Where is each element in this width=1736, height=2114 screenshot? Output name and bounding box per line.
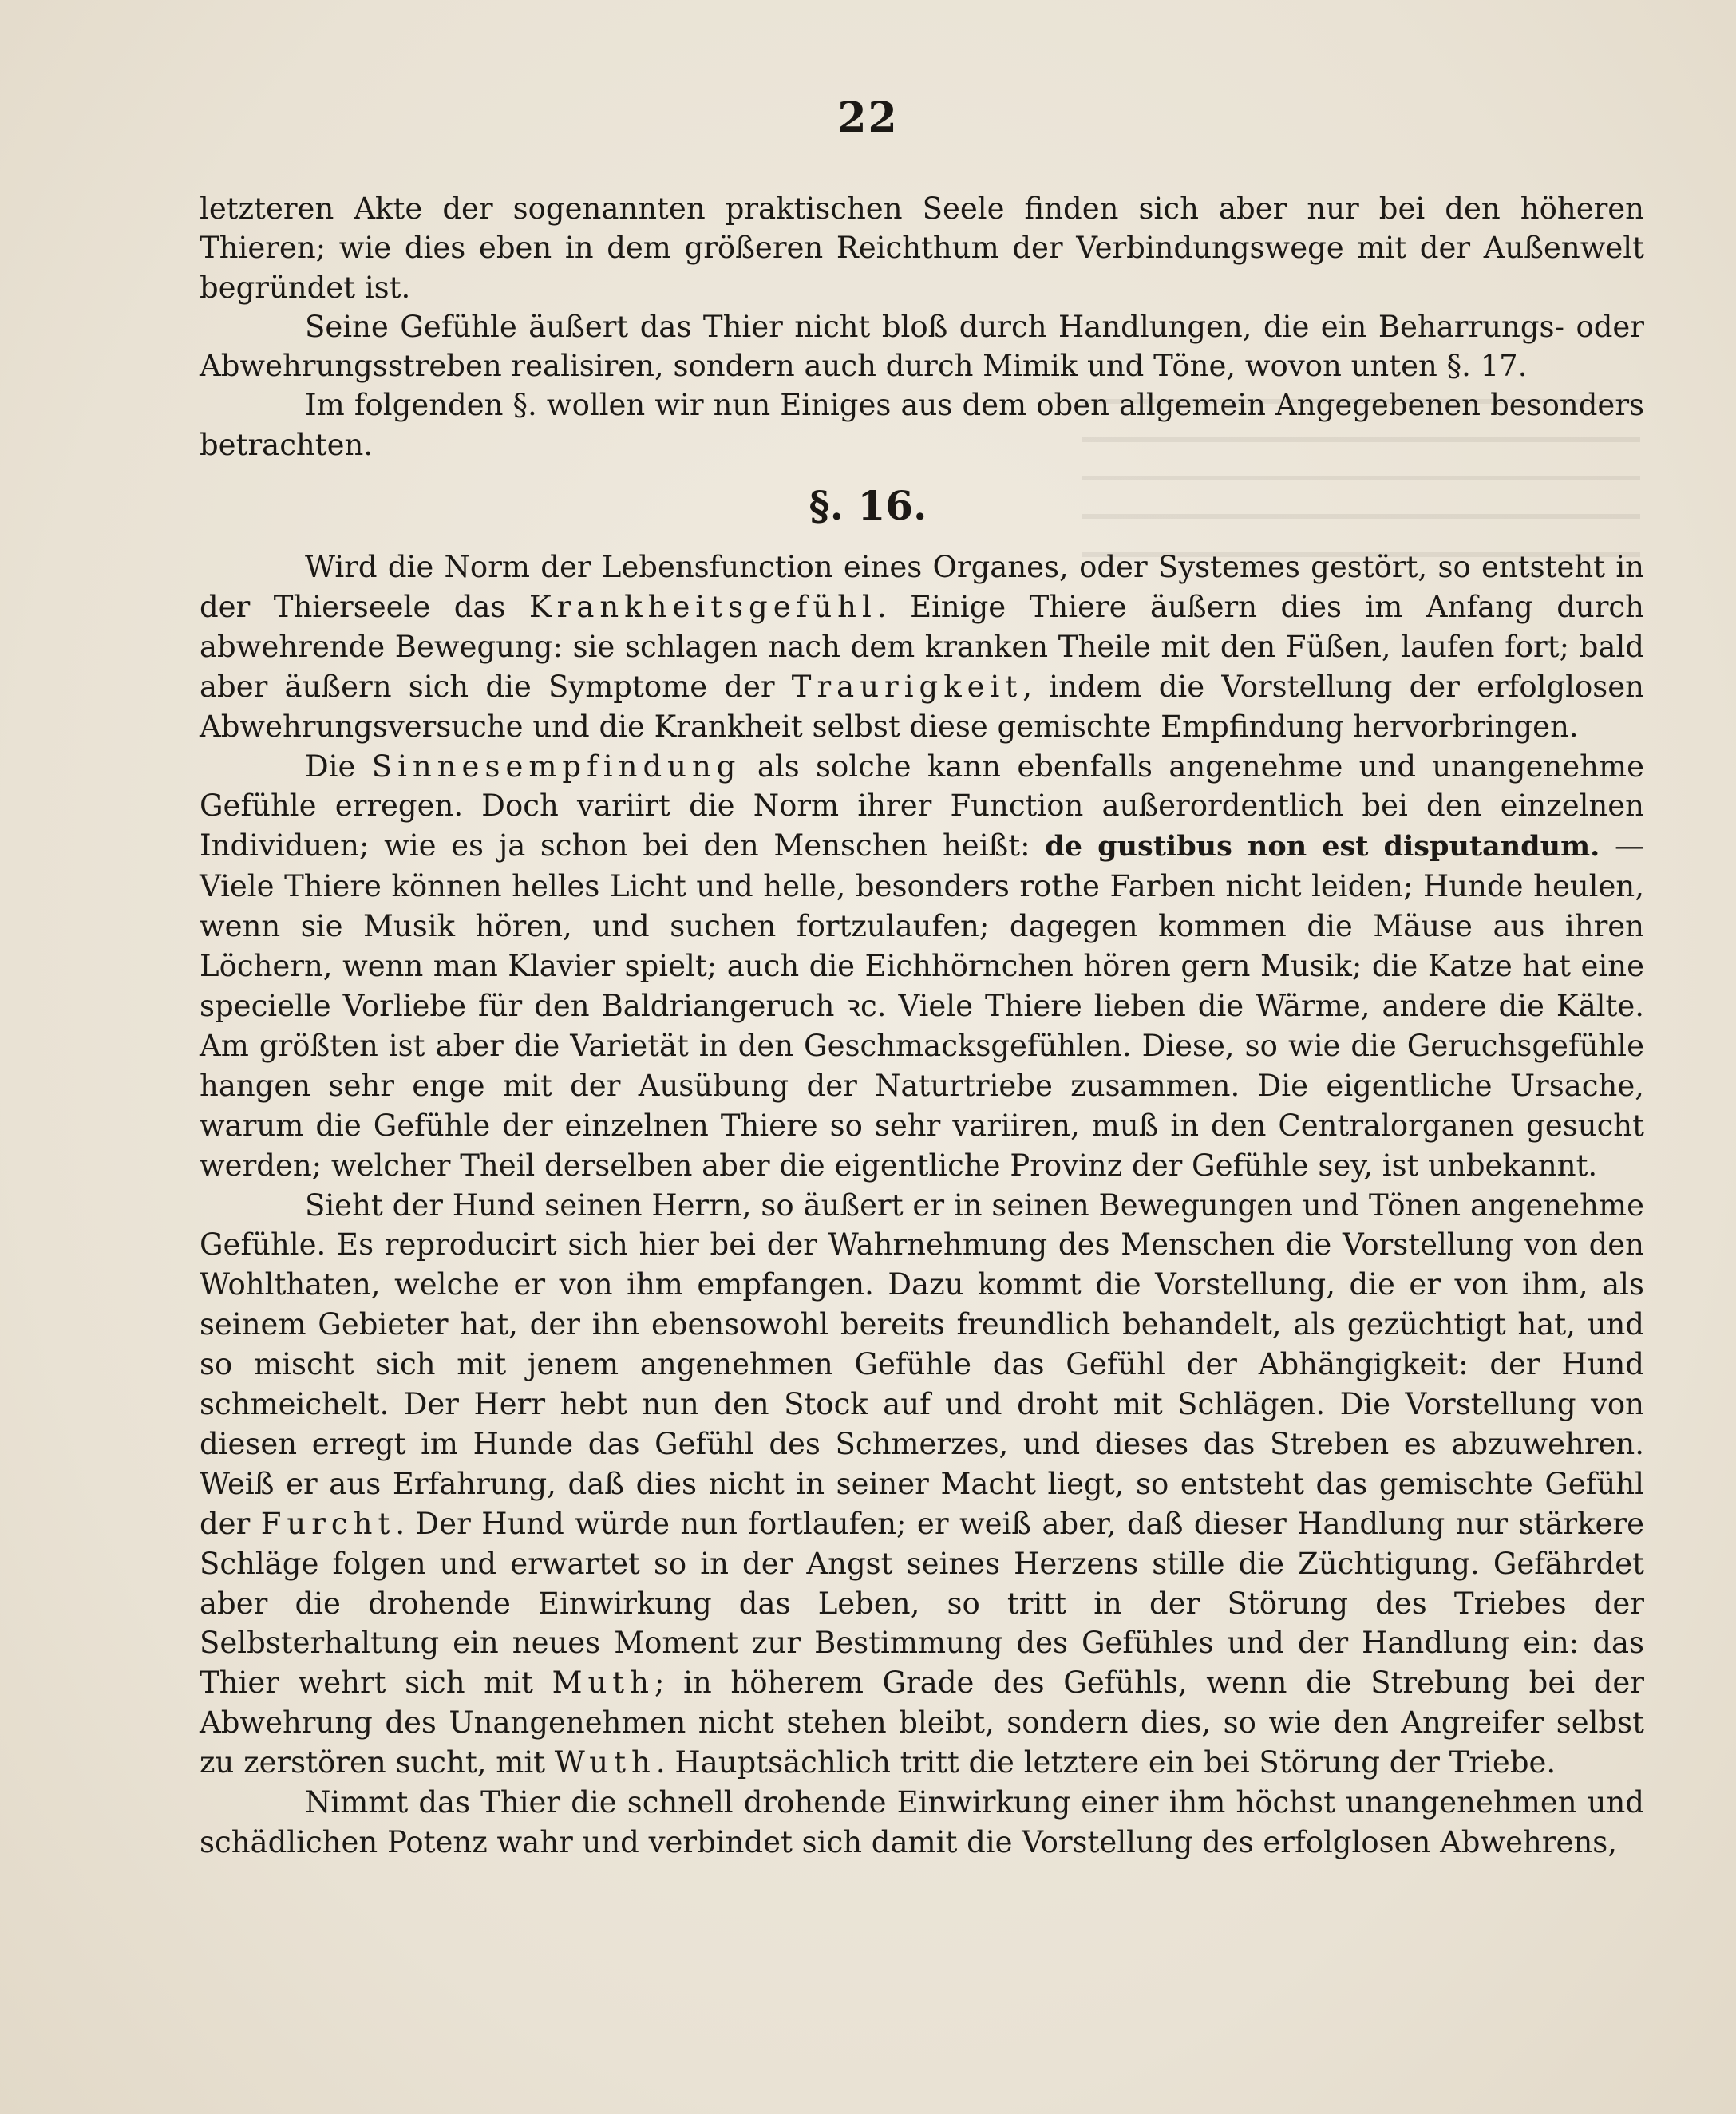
text-run: — Viele Thiere können helles Licht und helle, besonders rothe Farben nicht leiden; Hunde heulen, wenn sie Musik hören, und suchen fortzulaufen; dagegen kommen die Mäuse aus ihren Löchern, wenn man Klavier spielt; auch die Eichhörnchen hören gern Musik; die Katze hat eine specielle Vorliebe für den Baldriangeruch ꝛc. Viele Thiere lieben die Wärme, andere die Kälte. Am größten ist aber die Varietät in den Geschmacksgefühlen. Diese, so wie die Geruchsgefühle hangen sehr enge mit der Ausübung der Naturtriebe zusammen. Die eigentliche Ursache, warum die Gefühle der einzelnen Thiere so sehr variiren, muß in den Centralorganen gesucht werden; welcher Theil derselben aber die eigentliche Provinz der Gefühle sey, ist unbekannt. — [200, 828, 1645, 1183]
text-run: Wird die Norm der Lebensfunction eines Organes, oder Systemes gestört, so entsteht in der Thierseele das — [200, 550, 1644, 624]
text-run: Sieht der Hund seinen Herrn, so äußert er in seinen Bewegungen und Tönen angenehme Gefühle. Es reproducirt sich hier bei der Wahrnehmung des Menschen die Vorstellung von den Wohlthaten, welche er von ihm empfangen. Dazu kommt die Vorstellung, die er von ihm, als seinem Gebieter hat, der ihn ebensowohl bereits freundlich behandelt, als gezüchtigt hat, und so mischt sich mit jenem angenehmen Gefühle das Gefühl der Abhängigkeit: der Hund schmeichelt. Der Herr hebt nun den Stock auf und droht mit Schlägen. Die Vorstellung von diesen erregt im Hunde das Gefühl des Schmerzes, und dieses das Streben es abzuwehren. Weiß er aus Erfahrung, daß dies nicht in seiner Macht liegt, so entsteht das gemischte Gefühl der — [200, 1187, 1644, 1541]
term-traurigkeit: Traurigkeit — [791, 669, 1023, 704]
term-wuth: Wuth — [554, 1745, 656, 1780]
paragraph-sinnesempfindung — [200, 747, 1644, 1186]
text-run: . Der Hund würde nun fortlaufen; er weiß aber, daß dieser Handlung nur stärkere Schläge folgen und erwartet so in der Angst seines Herzens stille die Züchtigung. Gefährdet aber die drohende Einwirkung das Leben, so tritt in der Störung des Triebes der Selbsterhaltung ein neues Moment zur Bestimmung des Gefühles und der Handlung ein: das Thier wehrt sich mit — [200, 1506, 1644, 1701]
page-number: 22 — [837, 93, 899, 142]
text-run: als solche kann ebenfalls angenehme und unangenehme Gefühle erregen. Doch variirt die Norm ihrer Function außerordentlich bei den einzelnen Individuen; wie es ja schon bei den Menschen heißt: — [200, 749, 1644, 863]
main-text-block — [200, 547, 1644, 1863]
text-run: . Einige Thiere äußern dies im Anfang durch abwehrende Bewegung: sie schlagen nach dem kranken Theile mit den Füßen, laufen fort; bald aber äußern sich die Symptome der — [200, 589, 1644, 704]
term-muth: Muth — [552, 1666, 654, 1701]
text-run: . Hauptsächlich tritt die letztere ein bei Störung der Triebe. — [655, 1745, 1556, 1780]
paragraph-krankheit — [200, 547, 1644, 747]
text-run: ; in höherem Grade des Gefühls, wenn die Strebung bei der Abwehrung des Unangenehmen nicht stehen bleibt, sondern dies, so wie den Angreifer selbst zu zerstören sucht, mit — [200, 1666, 1644, 1780]
section-heading: §. 16. — [809, 482, 927, 529]
text-run: , indem die Vorstellung der erfolglosen Abwehrungsversuche und die Krankheit selbst diese gemischte Empfindung hervorbringen. — [200, 669, 1644, 744]
term-furcht: Furcht — [260, 1506, 396, 1541]
paragraph-folgenden: Im folgenden §. wollen wir nun Einiges aus dem oben allgemein Angegebenen besonders betrachten. — [200, 388, 1644, 462]
text-run: Die — [305, 749, 372, 784]
top-text-block — [200, 189, 1644, 464]
paragraph-continuation: letzteren Akte der sogenannten praktischen Seele finden sich aber nur bei den höheren Thieren; wie dies eben in dem größeren Reichthum der Verbindungswege mit der Außenwelt begründet ist. — [200, 192, 1644, 305]
term-sinnesempfindung: Sinnesempfindung — [371, 749, 741, 784]
paragraph-nimmt: Nimmt das Thier die schnell drohende Einwirkung einer ihm höchst unangenehmen und schädlichen Potenz wahr und verbindet sich damit die Vorstellung des erfolglosen Abwehrens, — [200, 1785, 1644, 1859]
latin-quote: de gustibus non est disputandum. — [1045, 830, 1600, 863]
term-krankheitsgefuehl: Krankheitsgefühl — [528, 589, 877, 624]
paragraph-gefuehle: Seine Gefühle äußert das Thier nicht bloß durch Handlungen, die ein Beharrungs- oder Abwehrungsstreben realisiren, sondern auch durch Mimik und Töne, wovon unten §. 17. — [200, 309, 1644, 384]
paragraph-hund — [200, 1186, 1644, 1784]
